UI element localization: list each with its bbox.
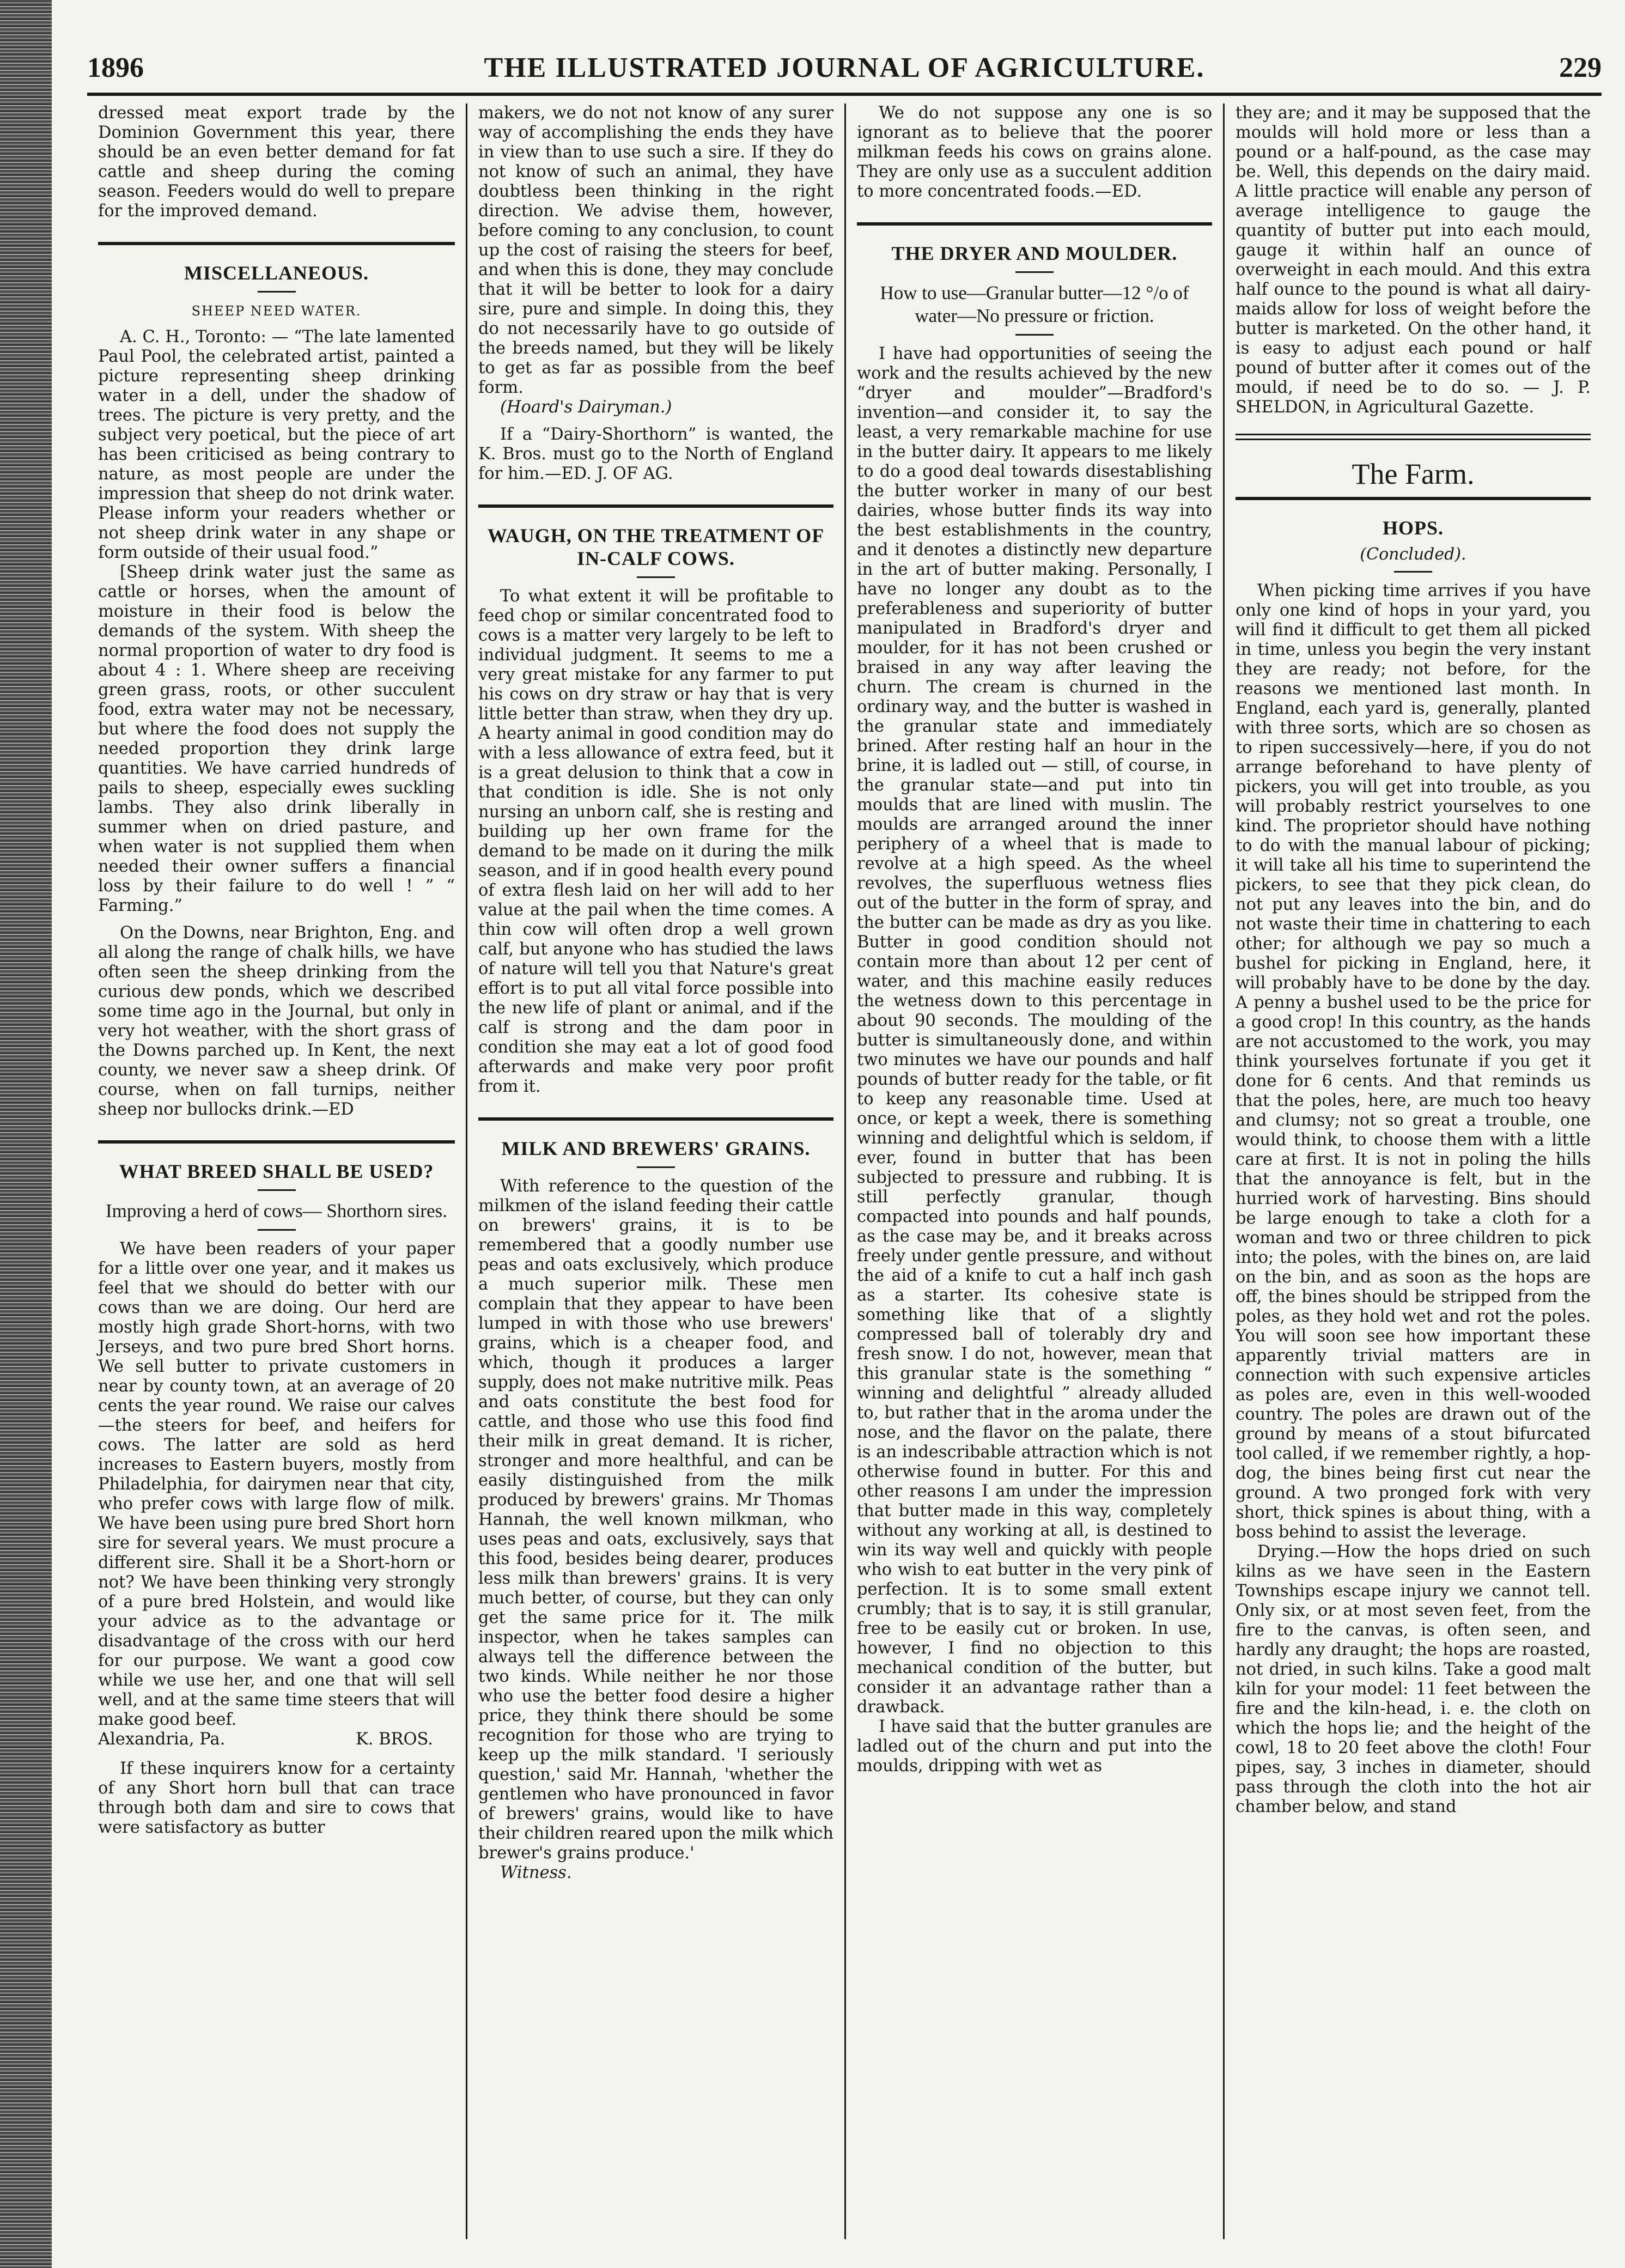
heading-dryer-moulder: THE DRYER AND MOULDER. <box>891 242 1178 264</box>
paragraph: makers, we do not not know of any surer way of accomplishing the ends they have in view than to use such a sire. If they do not know of such an animal, they have doubtless been thinking in the right direction. We advise them, however, before coming to any conclusion, to count up the cost of raising the steers for beef, and when this is done, they may conclude that it will be better to look for a dairy sire, pure and simple. In doing this, they do not necessarily have to go outside of the breeds named, but they will be likely to get as far as possible from the beef form. <box>478 104 833 397</box>
heading-miscellaneous: MISCELLANEOUS. <box>184 262 369 284</box>
header-title: THE ILLUSTRATED JOURNAL OF AGRICULTURE. <box>484 52 1205 83</box>
column-4 <box>1223 104 1602 2239</box>
paragraph: Drying.—How the hops dried on such kilns as we have seen in the Eastern Townships escape injury we cannot tell. Only six, or at most seven feet, from the fire to the canvas, is often seen, and hardly any draught; the hops are roasted, not dried, in such kilns. Take a good malt kiln for your model: 11 feet between the fire and the kiln-head, i. e. the cloth on which the hops lie; and the height of the cowl, 18 to 20 feet above the cloth! Four pipes, say, 3 inches in diameter, should pass through the cloth into the hot air chamber below, and stand <box>1236 1542 1591 1816</box>
signature-name: K. BROS. <box>355 1730 433 1749</box>
heading-hops: HOPS. <box>1382 517 1444 539</box>
section-rule <box>478 504 833 508</box>
paragraph: To what extent it will be profitable to feed chop or similar concentrated food to cows is a matter very largely to be left to individual judgment. It seems to me a very great mistake for any farmer to put his cows on dry straw or hay that is very little better than straw, when they dry up. A hearty animal in good condition may do with a less allowance of extra feed, but it is a great delusion to think that a cow in that condition is idle. She is not only nursing an unborn calf, she is resting and building up her own frame for the demand to be made on it during the milk season, and if in good health every pound of extra flesh laid on her will add to her value at the pail when the time comes. A thin cow will often drop a well grown calf, but anyone who has studied the laws of nature will tell you that Nature's great effort is to put all vital force possible into the new life of plant or animal, and if the calf is strong and the dam poor in condition she may eat a lot of good food afterwards and make very poor profit from it. <box>478 587 833 1096</box>
section-rule <box>478 1117 833 1121</box>
short-rule <box>1015 334 1054 336</box>
heading-the-farm: The Farm. <box>1352 458 1475 490</box>
column-1 <box>87 104 466 2239</box>
subheading-granular-butter: How to use—Granular butter—12 °/o of water—No pressure or friction. <box>880 282 1189 326</box>
short-rule <box>258 1229 296 1231</box>
short-rule <box>637 576 675 578</box>
section-double-rule <box>1236 434 1591 440</box>
heading-waugh: WAUGH, ON THE TREATMENT OF IN-CALF COWS. <box>487 525 825 569</box>
columns <box>87 104 1602 2239</box>
paragraph: If these inquirers know for a certainty of any Short horn bull that can trace through both dam and sire to cows that were satisfactory as butter <box>98 1759 455 1837</box>
paragraph: I have said that the butter granules are ladled out of the churn and put into the moulds, dripping with wet as <box>857 1717 1212 1776</box>
paragraph: We do not suppose any one is so ignorant as to believe that the poorer milkman feeds his cows on grains alone. They are only use as a succulent addition to more concentrated foods.—ED. <box>857 104 1212 201</box>
section-rule <box>98 242 455 245</box>
heading-milk-brewers-grains: MILK AND BREWERS' GRAINS. <box>501 1138 811 1159</box>
paragraph: dressed meat export trade by the Dominion Government this year, there should be an even better demand for fat cattle and sheep during the coming season. Feeders would do well to prepare for the improved demand. <box>98 104 455 221</box>
paragraph: With reference to the question of the milkmen of the island feeding their cattle on brewers' grains, it is to be remembered that a goodly number use peas and oats exclusively, which produce a much superior milk. These men complain that they appear to have been lumped in with those who use brewers' grains, which is a cheaper food, and which, though it produces a larger supply, does not make nutritive milk. Peas and oats constitute the best food for cattle, and those who use this food find their milk in great demand. It is richer, stronger and more healthful, and can be easily distinguished from the milk produced by brewers' grains. Mr Thomas Hannah, the well known milkman, who uses peas and oats, exclusively, says that this food, besides being dearer, produces less milk than brewers' grains. It is very much better, of course, but they can only get the same price for it. The milk inspector, when he takes samples can always tell the difference between the two kinds. While neither he nor those who use the better food desire a higher price, they think there should be some recognition for those who are trying to keep up the milk standard. 'I seriously question,' said Mr. Hannah, 'whether the gentlemen who have pronounced in favor of brewers' grains, would like to have their children reared upon the milk which brewer's grains produce.' <box>478 1177 833 1863</box>
section-rule <box>98 1140 455 1144</box>
column-3 <box>844 104 1223 2239</box>
header-year: 1896 <box>87 52 144 83</box>
signature-place: Alexandria, Pa. <box>98 1730 226 1749</box>
paragraph: If a “Dairy-Shorthorn” is wanted, the K. Bros. must go to the North of England for him.—ED. J. OF AG. <box>478 425 833 483</box>
section-rule <box>1236 497 1591 500</box>
paragraph: We have been readers of your paper for a little over one year, and it makes us feel that we should do better with our cows than we are doing. Our herd are mostly high grade Short-horns, with two Jerseys, and two pure bred Short horns. We sell butter to private customers in near by county town, at an average of 20 cents the year round. We raise our calves—the steers for beef, and heifers for cows. The latter are sold as herd increases to Eastern buyers, mostly from Philadelphia, for dairymen near that city, who prefer cows with large flow of milk. We have been using pure bred Short horn sire for several years. We must procure a different sire. Shall it be a Short-horn or not? We have been thinking very strongly of a pure bred Holstein, and would like your advice as to the advantage or disadvantage of the cross with our herd for our purpose. We want a good cow while we use her, and one that will sell well, and at the same time steers that will make good beef. <box>98 1239 455 1729</box>
paragraph: I have had opportunities of seeing the work and the results achieved by the new “dryer and moulder”—Bradford's invention—and consider it, to say the least, a very remarkable machine for use in the butter dairy. It appears to me likely to do a good deal towards disestablishing the butter worker in many of our best dairies, whose butter finds its way into the best establishments in the country, and it denotes a distinctly new departure in the art of butter making. Personally, I have no longer any doubt as to the preferableness and superiority of butter manipulated in Bradford's dryer and moulder, for it has not been crushed or braised in any way after leaving the churn. The cream is churned in the ordinary way, and the butter is washed in the granular state and immediately brined. After resting half an hour in the brine, it is ladled out — still, of course, in the granular state—and put into tin moulds that are lined with muslin. The moulds are arranged around the inner periphery of a wheel that is made to revolve at a high speed. As the wheel revolves, the superfluous wetness flies out of the butter in the form of spray, and the butter can be made as dry as you like. Butter in good condition should not contain more than about 12 per cent of water, and this machine easily reduces the wetness down to this percentage in about 90 seconds. The moulding of the butter is simultaneously done, and within two minutes we have our pounds and half pounds of butter ready for the table, or fit to keep any reasonable time. Used at once, or kept a week, there is something winning and delightful which is seldom, if ever, found in butter that has been subjected to pressure and rubbing. It is still perfectly granular, though compacted into pounds and half pounds, as the case may be, and it breaks across freely under gentle pressure, and without the aid of a knife to cut a half inch gash as a starter. Its cohesive state is something like that of a slightly compressed ball of tolerably dry and fresh snow. I do not, however, mean that this granular state is the something “ winning and delightful ” already alluded to, but rather that in the aroma under the nose, and the flavor on the palate, there is an indescribable attraction which is not otherwise found in butter. For this and other reasons I am under the impression that butter made in this way, completely without any working at all, is destined to win its way well and quickly with people who wish to eat butter in the very pink of perfection. It is to some small extent crumbly; that is to say, it is still granular, free to be easily cut or broken. In use, however, I find no objection to this mechanical condition of the butter, but consider it an advantage rather than a drawback. <box>857 344 1212 1717</box>
header-page-number: 229 <box>1559 52 1602 83</box>
subheading-concluded: (Concluded). <box>1360 545 1466 564</box>
signature-line <box>98 1730 455 1749</box>
short-rule <box>258 1189 296 1191</box>
subheading-improving-herd: Improving a herd of cows— Shorthorn sires. <box>106 1200 447 1221</box>
section-rule <box>857 222 1212 226</box>
short-rule <box>1394 571 1432 573</box>
subheading-sheep-need-water: SHEEP NEED WATER. <box>191 303 362 319</box>
heading-what-breed: WHAT BREED SHALL BE USED? <box>119 1160 434 1182</box>
scan-binding-edge <box>0 0 52 2268</box>
page-header <box>87 33 1602 96</box>
paragraph: On the Downs, near Brighton, Eng. and all along the range of chalk hills, we have often seen the sheep drinking from the curious dew ponds, which we described some time ago in the Journal, but only in very hot weather, with the short grass of the Downs parched up. In Kent, the next county, we never saw a sheep drink. Of course, when on fall turnips, neither sheep nor bullocks drink.—ED <box>98 923 455 1119</box>
paragraph: When picking time arrives if you have only one kind of hops in your yard, you will find it difficult to get them all picked in time, unless you begin the very instant they are ready; not before, for the reasons we mentioned last month. In England, each yard is, generally, planted with three sorts, which are so chosen as to ripen successively—here, if you do not arrange beforehand to have plenty of pickers, you will get into trouble, as you will probably restrict yourselves to one kind. The proprietor should have nothing to do with the manual labour of picking; it will take all his time to superintend the pickers, to see that they pick clean, do not put any leaves into the bin, and do not waste their time in chattering to each other; for although we pay so much a bushel for picking in England, here, it will probably have to be done by the day. A penny a bushel used to be the price for a good crop! In this country, as the hands are not accustomed to the work, you may think yourselves fortunate if you get it done for 6 cents. And that reminds us that the poles, here, are much too heavy and clumsy; not so great a trouble, one would think, to choose them with a little care at first. It is not in poling the hills that the annoyance is felt, but in the hurried work of harvesting. Bins should be large enough to take a cloth for a woman and two or three children to pick into; the poles, with the bines on, are laid on the bin, and as soon as the hops are off, the bines should be stripped from the poles, as they hold wet and rot the poles. You will soon see how important these apparently trivial matters are in connection with such expensive articles as poles are, even in this well-wooded country. The poles are drawn out of the ground by means of a stout bifurcated tool called, if we remember rightly, a hop-dog, the bines being first cut near the ground. A two pronged fork with very short, thick spines is about thing, with a boss behind to assist the leverage. <box>1236 581 1591 1542</box>
short-rule <box>637 1166 675 1168</box>
newspaper-page <box>87 33 1602 2245</box>
source-citation: Witness. <box>500 1863 572 1882</box>
paragraph: they are; and it may be supposed that the moulds will hold more or less than a pound or a half-pound, as the case may be. Well, this depends on the dairy maid. A little practice will enable any person of average intelligence to gauge the quantity of butter put into each mould, gauge it within half an ounce of overweight in each mould. And this extra half ounce to the pound is what all dairy-maids allow for loss of weight before the butter is marketed. On the other hand, it is easy to adjust each pound or half pound of butter after it comes out of the mould, if need be to do so. — J. P. SHELDON, in Agricultural Gazette. <box>1236 104 1591 417</box>
paragraph: [Sheep drink water just the same as cattle or horses, when the amount of moisture in their food is below the demands of the system. With sheep the normal proportion of water to dry food is about 4 : 1. Where sheep are receiving green grass, roots, or other succulent food, extra water may not be necessary, but where the food does not supply the needed proportion they drink large quantities. We have carried hundreds of pails to sheep, especially ewes suckling lambs. They also drink liberally in summer when on dried pasture, and when water is not supplied them when needed their owner suffers a financial loss by their failure to do well ! ” “ Farming.” <box>98 563 455 915</box>
short-rule <box>258 291 296 293</box>
paragraph: A. C. H., Toronto: — “The late lamented Paul Pool, the celebrated artist, painted a picture representing sheep drinking water in a dell, under the shadow of trees. The picture is very pretty, and the subject very poetical, but the piece of art has been criticised as being contrary to nature, as most people are under the impression that sheep do not drink water. Please inform your readers whether or not sheep drink water in any shape or form outside of their usual food.” <box>98 327 455 562</box>
short-rule <box>1015 271 1054 273</box>
source-citation: (Hoard's Dairyman.) <box>500 398 672 417</box>
column-2 <box>466 104 844 2239</box>
